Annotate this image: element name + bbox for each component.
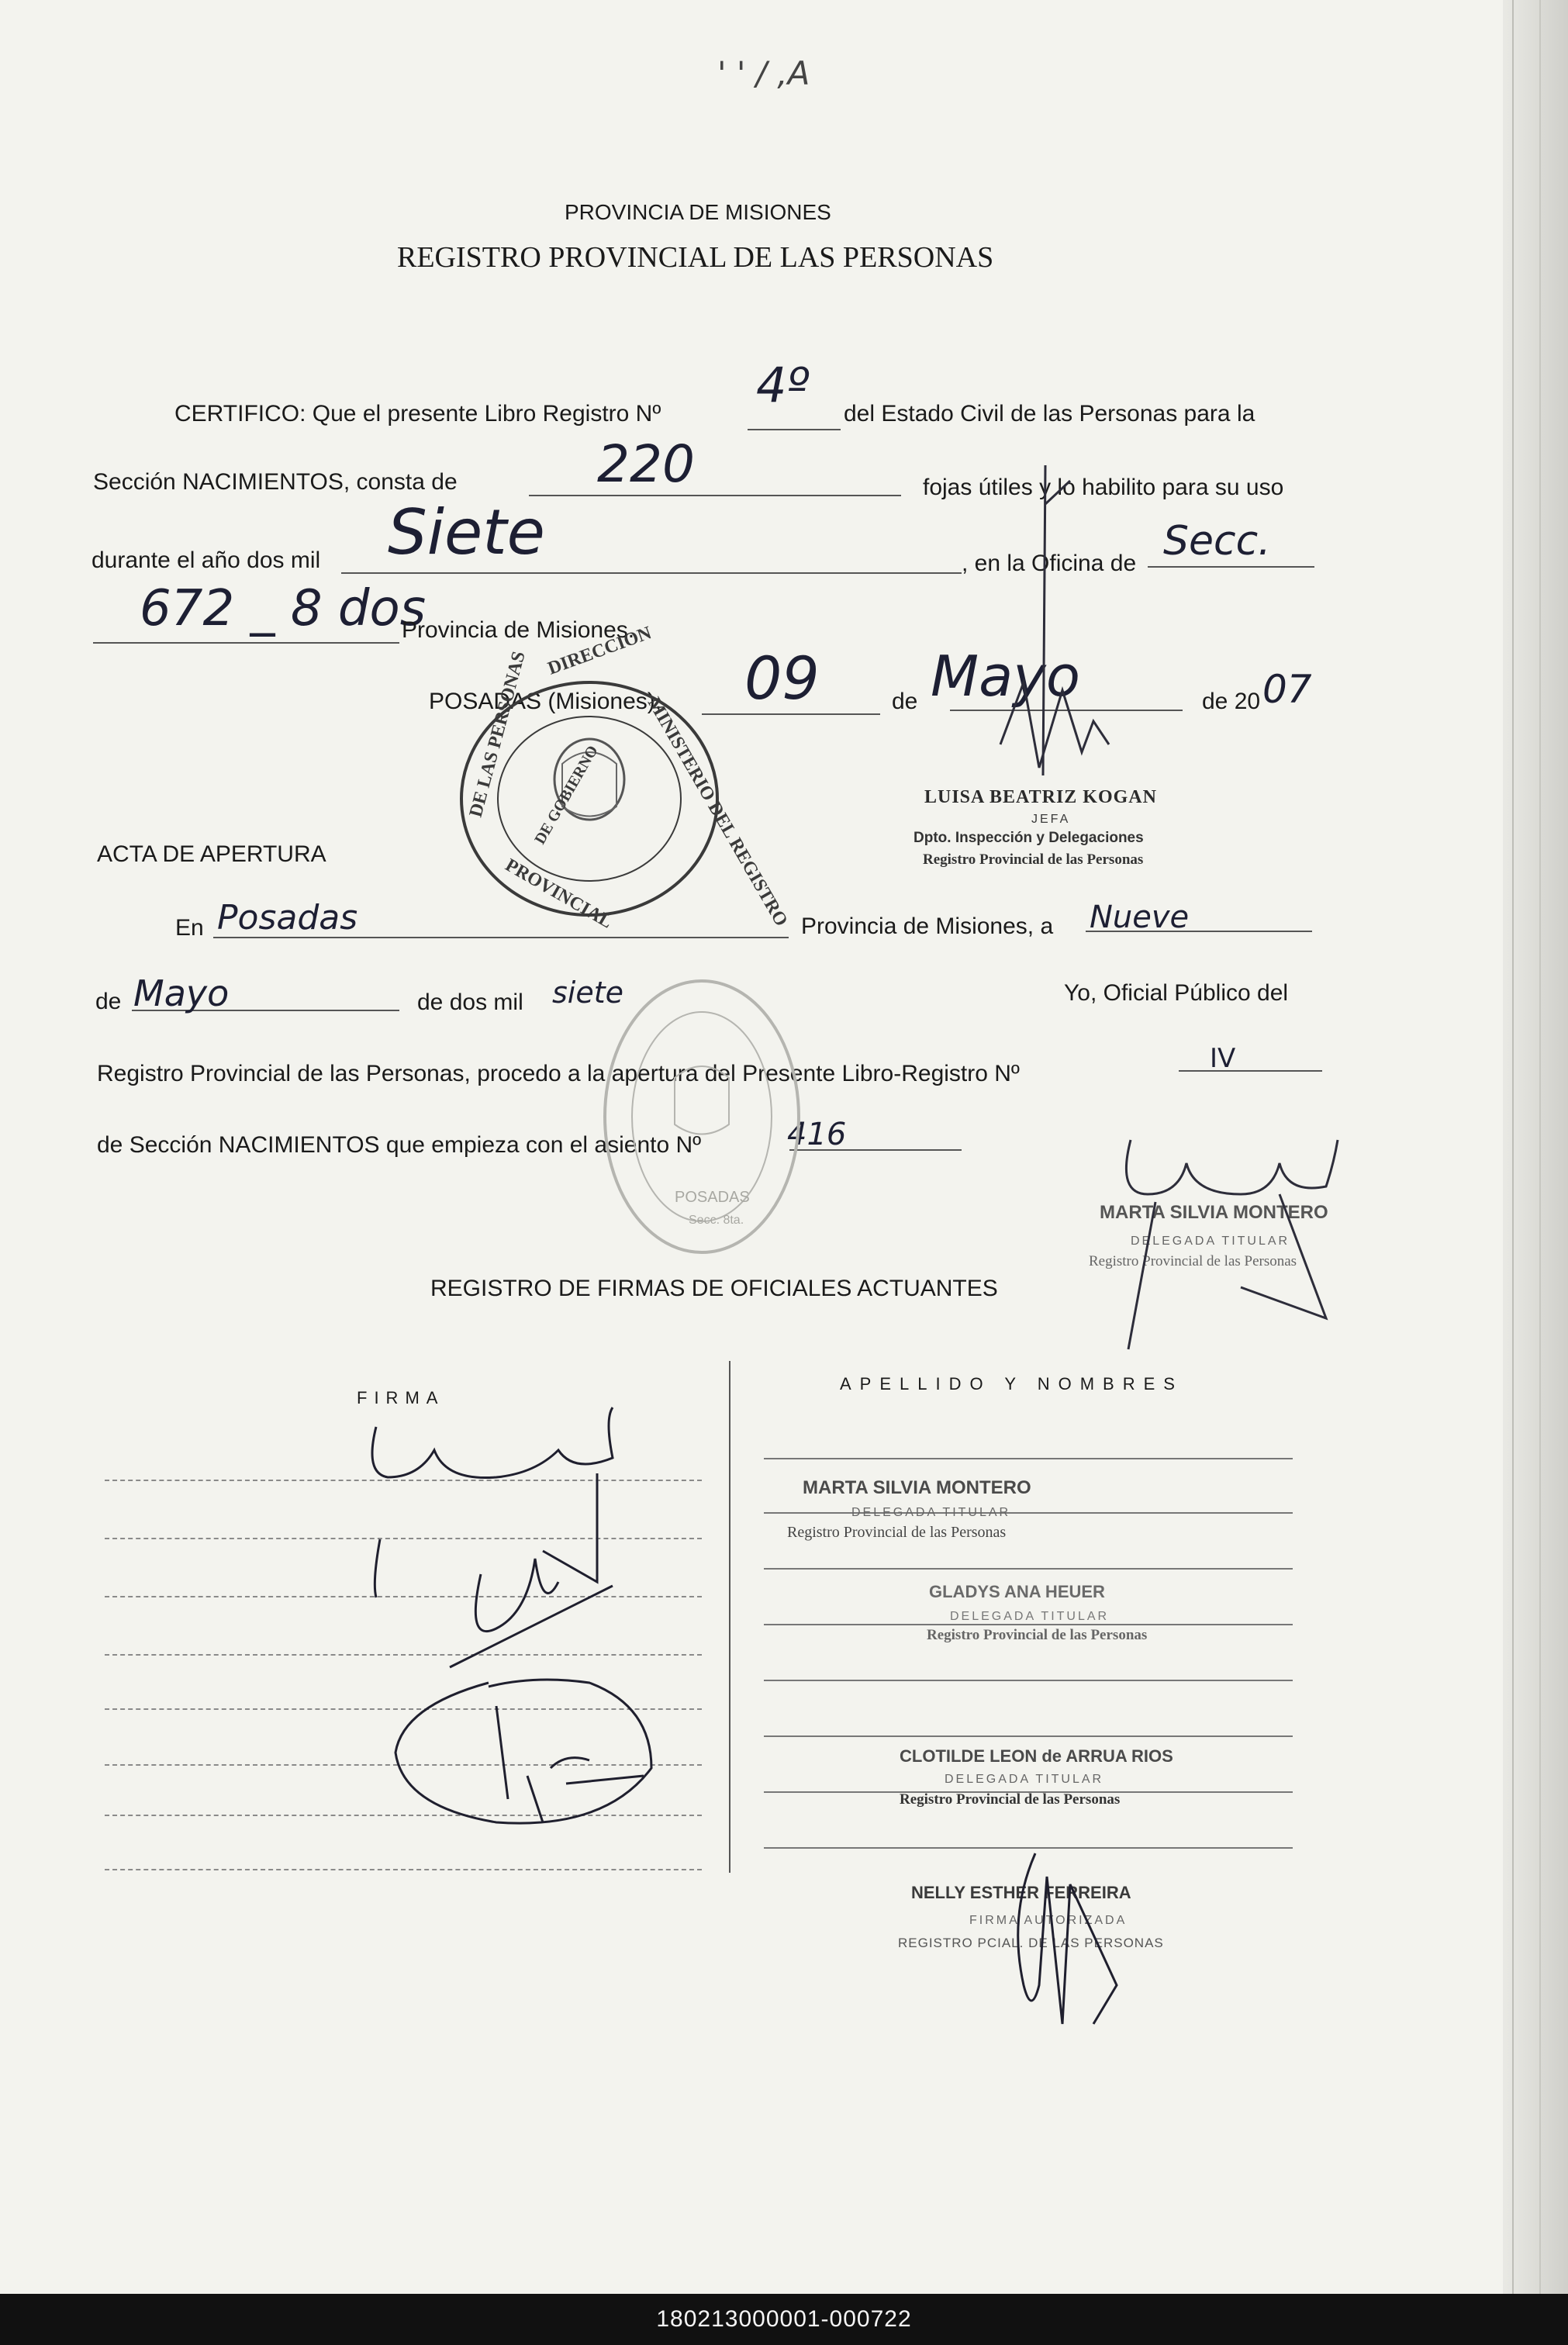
- acta-en: En: [175, 915, 204, 941]
- acta-dia-hw: Nueve: [1090, 900, 1190, 935]
- acta-title: ACTA DE APERTURA: [97, 841, 326, 867]
- jefa-stamp-cargo: JEFA: [1031, 813, 1071, 826]
- acta-anio-hw: siete: [552, 976, 624, 1010]
- cert-line4: Provincia de Misiones.: [402, 617, 635, 643]
- acta-lugar-hw: Posadas: [217, 898, 358, 938]
- oficial-4-cargo: FIRMA AUTORIZADA: [969, 1914, 1128, 1927]
- jefa-stamp-registro: Registro Provincial de las Personas: [923, 851, 1144, 868]
- oficina2-hw: 672 _ 8 dos: [140, 580, 427, 637]
- oficial-3-cargo: DELEGADA TITULAR: [945, 1773, 1104, 1786]
- signature-4: [1018, 1853, 1117, 2024]
- anio-hw: Siete: [388, 496, 545, 568]
- col-firma: FIRMA: [357, 1388, 445, 1407]
- seal1-text1: DE LAS PERSONAS: [465, 649, 530, 820]
- seal2-text1: POSADAS: [675, 1189, 750, 1206]
- pen-stroke: [1043, 465, 1070, 775]
- seal1-text2: MINISTERIO DEL REGISTRO: [643, 694, 792, 931]
- cert-line1-a: CERTIFICO: Que el presente Libro Registro Nº: [174, 401, 661, 427]
- cert-line1-b: del Estado Civil de las Personas para la: [844, 401, 1255, 427]
- ministry-seal-text: [466, 623, 792, 932]
- delegada-stamp-cargo: DELEGADA TITULAR: [1131, 1235, 1290, 1248]
- cert-line3-b: , en la Oficina de: [962, 551, 1137, 576]
- seal1-text5: DE GOBIERNO: [531, 742, 602, 848]
- header-registry: REGISTRO PROVINCIAL DE LAS PERSONAS: [397, 241, 994, 274]
- cert-line2-b: fojas útiles y lo habilito para su uso: [923, 475, 1284, 500]
- acta-registro: Registro Provincial de las Personas, procedo a la apertura del Presente Libro-Registro Nº: [97, 1061, 1020, 1086]
- acta-dos-mil: de dos mil: [417, 989, 523, 1015]
- acta-mes-hw: Mayo: [133, 972, 230, 1014]
- oficial-1-registro: Registro Provincial de las Personas: [787, 1524, 1007, 1541]
- jefa-stamp-dpto: Dpto. Inspección y Delegaciones: [914, 830, 1144, 846]
- date-place: POSADAS (Misiones),: [429, 689, 662, 714]
- acta-de: de: [95, 989, 122, 1014]
- acta-provincia: Provincia de Misiones, a: [801, 913, 1054, 939]
- signature-3: [395, 1680, 651, 1823]
- document-code-bar: [0, 2294, 1568, 2345]
- libro-num-hw: 4º: [756, 357, 810, 413]
- date-de-anio: de 20: [1202, 689, 1261, 714]
- date-de: de: [892, 689, 918, 714]
- col-nombres: APELLIDO Y NOMBRES: [840, 1374, 1183, 1394]
- anio-corto-hw: 07: [1262, 667, 1312, 712]
- top-marks: ' ' / ,A: [717, 54, 810, 92]
- cert-line2-a: Sección NACIMIENTOS, consta de: [93, 469, 458, 495]
- oficial-3-registro: Registro Provincial de las Personas: [900, 1791, 1121, 1808]
- oficial-2-cargo: DELEGADA TITULAR: [950, 1610, 1110, 1623]
- delegada-stamp-name: MARTA SILVIA MONTERO: [1100, 1202, 1328, 1223]
- posadas-seal: [605, 981, 799, 1252]
- oficial-2-registro: Registro Provincial de las Personas: [927, 1627, 1148, 1643]
- signature-1: [372, 1407, 613, 1597]
- seal1-text3: PROVINCIAL: [502, 855, 616, 933]
- mes-hw: Mayo: [931, 644, 1080, 709]
- oficial-3-name: CLOTILDE LEON de ARRUA RIOS: [900, 1746, 1173, 1766]
- oficial-4-registro: REGISTRO PCIAL. DE LAS PERSONAS: [898, 1936, 1164, 1950]
- oficina-hw: Secc.: [1163, 518, 1271, 565]
- document-code: 180213000001-000722: [656, 2306, 912, 2332]
- header-province: PROVINCIA DE MISIONES: [565, 200, 831, 224]
- dia-hw: 09: [744, 644, 820, 713]
- acta-seccion: de Sección NACIMIENTOS que empieza con el asiento Nº: [97, 1132, 702, 1158]
- acta-asiento-hw: 416: [787, 1117, 847, 1152]
- delegada-stamp-registro: Registro Provincial de las Personas: [1089, 1253, 1297, 1269]
- signature-2: [450, 1559, 613, 1667]
- acta-yo: Yo, Oficial Público del: [1064, 980, 1289, 1006]
- acta-libro-hw: IV: [1210, 1043, 1236, 1074]
- oficial-1-name: MARTA SILVIA MONTERO: [803, 1477, 1031, 1498]
- oficial-2-name: GLADYS ANA HEUER: [929, 1582, 1105, 1601]
- oficial-1-cargo: DELEGADA TITULAR: [851, 1506, 1011, 1519]
- seal2-text2: Secc. 8ta.: [689, 1214, 744, 1227]
- fojas-hw: 220: [597, 434, 695, 494]
- seal1-text4: DIRECCION: [545, 623, 654, 679]
- delegada-signature: [1126, 1140, 1338, 1349]
- jefa-stamp-name: LUISA BEATRIZ KOGAN: [924, 787, 1157, 807]
- posadas-seal-text: [675, 1189, 750, 1227]
- cert-line3-a: durante el año dos mil: [92, 547, 321, 573]
- jefa-signature: [1000, 682, 1109, 768]
- oficial-4-name: NELLY ESTHER FERREIRA: [911, 1883, 1131, 1902]
- firmas-title: REGISTRO DE FIRMAS DE OFICIALES ACTUANTES: [430, 1276, 998, 1301]
